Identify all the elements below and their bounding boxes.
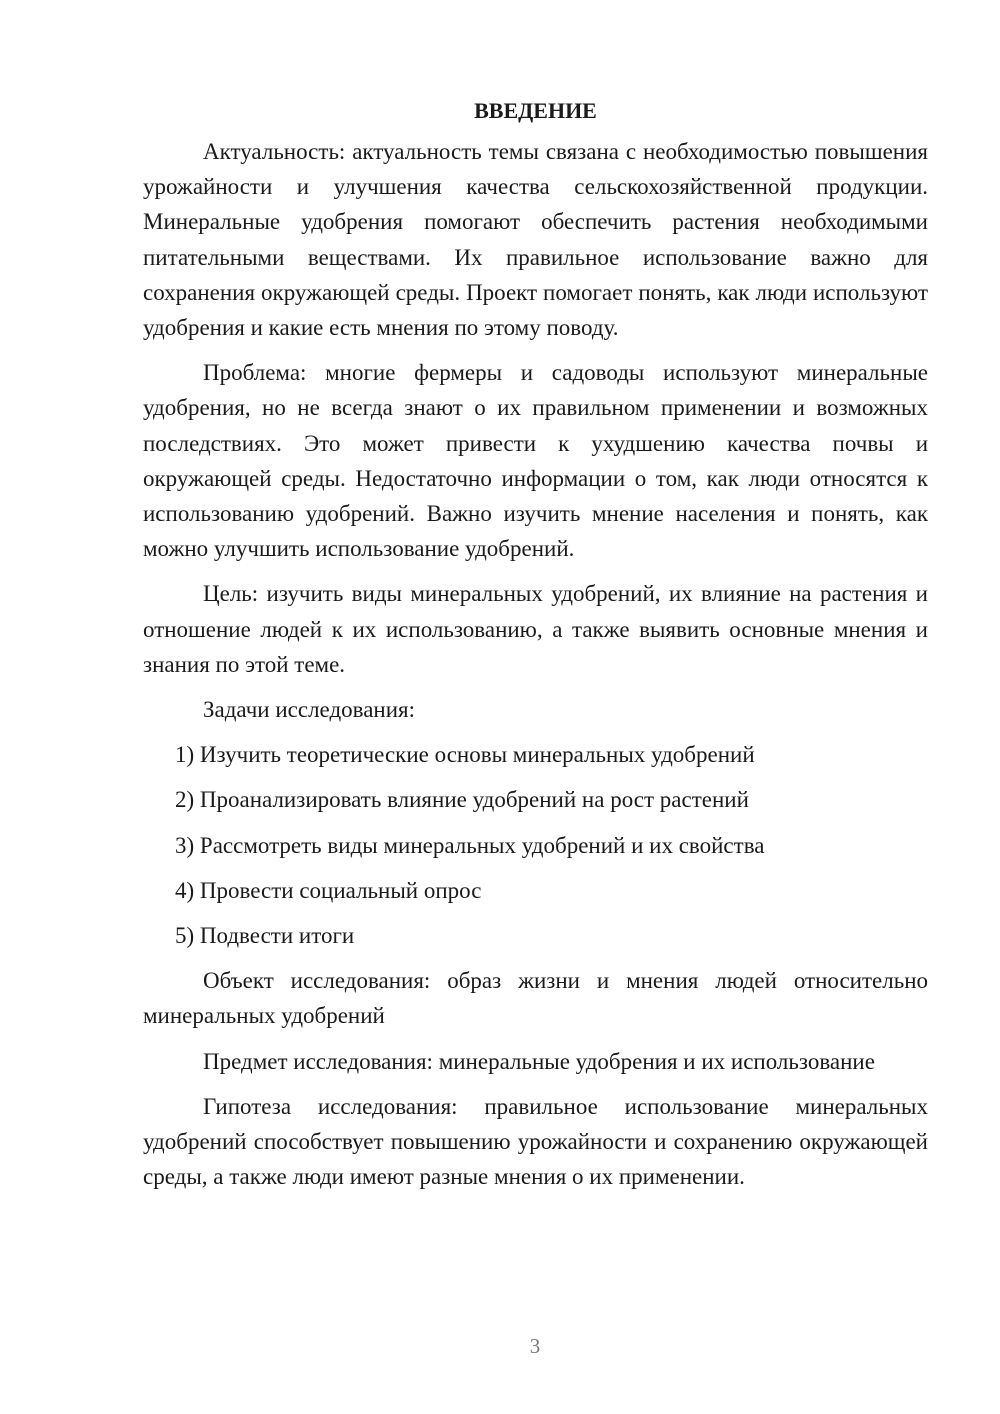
tasks-title: Задачи исследования:: [203, 697, 416, 723]
hypothesis-paragraph: Гипотеза исследования: правильное использование минеральных удобрений способствует повышению урожайности и сохранению окружающей среды, а также люди имеют разные мнения о их применении.: [143, 1093, 928, 1190]
section-heading: ВВЕДЕНИЕ: [474, 98, 597, 123]
task-item: 3) Рассмотреть виды минеральных удобрений и их свойства: [175, 832, 765, 858]
relevance-paragraph: Актуальность: актуальность темы связана с необходимостью повышения урожайности и улучшения качества сельскохозяйственной продукции. Минеральные удобрения помогают обеспечить растения необходимыми питательными веществами. Их правильное использование важно для сохранения окружающей среды. Проект помогает понять, как люди используют удобрения и какие есть мнения по этому поводу.: [143, 139, 928, 341]
problem-paragraph: Проблема: многие фермеры и садоводы используют минеральные удобрения, но не всегда знают о их правильном применении и возможных последствиях. Это может привести к ухудшению качества почвы и окружающей среды. Недостаточно информации о том, как люди относятся к использованию удобрений. Важно изучить мнение населения и понять, как можно улучшить использование удобрений.: [143, 360, 928, 562]
goal-paragraph: Цель: изучить виды минеральных удобрений, их влияние на растения и отношение людей к их использованию, а также выявить основные мнения и знания по этой теме.: [143, 581, 928, 677]
subject-paragraph: Предмет исследования: минеральные удобрения и их использование: [203, 1048, 875, 1074]
page-number: 3: [529, 1334, 541, 1358]
task-item: 5) Подвести итоги: [175, 923, 355, 949]
task-item: 2) Проанализировать влияние удобрений на рост растений: [175, 787, 749, 813]
task-item: 1) Изучить теоретические основы минеральных удобрений: [175, 742, 755, 768]
task-item: 4) Провести социальный опрос: [175, 877, 482, 903]
page-content: [143, 92, 928, 1204]
object-paragraph: Объект исследования: образ жизни и мнения людей относительно минеральных удобрений: [143, 968, 928, 1029]
